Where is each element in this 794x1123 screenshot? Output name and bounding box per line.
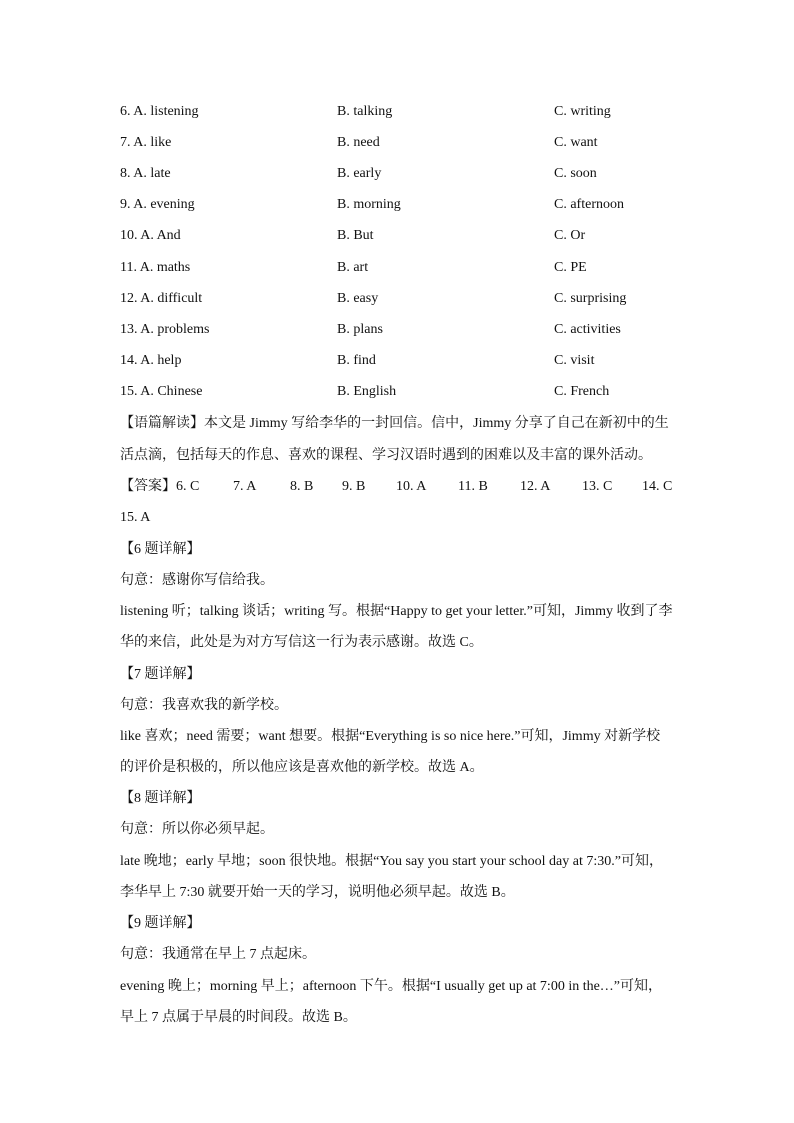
option-b: B. need <box>337 135 380 150</box>
answer-key <box>120 476 680 498</box>
option-c: C. surprising <box>554 291 627 306</box>
answer-item: 14. C <box>642 479 673 494</box>
answer-item: 12. A <box>520 479 551 494</box>
answer-item-last: 15. A <box>120 510 151 525</box>
option-b: B. talking <box>337 104 393 119</box>
option-c: C. PE <box>554 260 587 275</box>
option-row-14 <box>0 351 794 371</box>
option-a: 10. A. And <box>120 228 181 243</box>
option-a: 14. A. help <box>120 353 182 368</box>
detail-line: late 晚地；early 早地；soon 很快地。根据“You say you start your school day at 7:30.”可知， <box>120 854 663 869</box>
detail-heading-6: 【6 题详解】 <box>120 542 201 557</box>
intro-line-1: 【语篇解读】本文是 Jimmy 写给李华的一封回信。信中，Jimmy 分享了自己在新初中的生 <box>120 416 669 431</box>
option-b: B. find <box>337 353 376 368</box>
option-b: B. English <box>337 384 397 399</box>
option-a: 11. A. maths <box>120 260 191 275</box>
option-row-13 <box>0 320 794 340</box>
option-c: C. want <box>554 135 598 150</box>
detail-line: like 喜欢；need 需要；want 想要。根据“Everything is so nice here.”可知，Jimmy 对新学校 <box>120 729 661 744</box>
option-b: B. easy <box>337 291 379 306</box>
answer-item: 7. A <box>233 479 257 494</box>
option-row-15 <box>0 382 794 402</box>
detail-line: 早上 7 点属于早晨的时间段。故选 B。 <box>120 1010 357 1025</box>
answer-item: 8. B <box>290 479 314 494</box>
option-c: C. French <box>554 384 610 399</box>
option-a: 15. A. Chinese <box>120 384 203 399</box>
detail-heading-7: 【7 题详解】 <box>120 667 201 682</box>
option-a: 12. A. difficult <box>120 291 203 306</box>
option-a: 9. A. evening <box>120 197 195 212</box>
detail-line: listening 听；talking 谈话；writing 写。根据“Happy to get your letter.”可知，Jimmy 收到了李 <box>120 604 673 619</box>
answer-label: 【答案】6. C <box>120 479 200 494</box>
option-c: C. afternoon <box>554 197 624 212</box>
detail-heading-9: 【9 题详解】 <box>120 916 201 931</box>
detail-meaning-6: 句意：感谢你写信给我。 <box>120 573 274 588</box>
detail-line: 的评价是积极的，所以他应该是喜欢他的新学校。故选 A。 <box>120 760 484 775</box>
answer-item: 9. B <box>342 479 366 494</box>
option-c: C. Or <box>554 228 586 243</box>
option-row-6 <box>0 102 794 122</box>
option-a: 8. A. late <box>120 166 171 181</box>
detail-line: 李华早上 7:30 就要开始一天的学习，说明他必须早起。故选 B。 <box>120 885 515 900</box>
option-c: C. writing <box>554 104 611 119</box>
option-b: B. plans <box>337 322 383 337</box>
option-a: 13. A. problems <box>120 322 210 337</box>
answer-item: 11. B <box>458 479 488 494</box>
detail-line: 华的来信，此处是为对方写信这一行为表示感谢。故选 C。 <box>120 635 483 650</box>
option-row-11 <box>0 258 794 278</box>
detail-heading-8: 【8 题详解】 <box>120 791 201 806</box>
option-row-9 <box>0 195 794 215</box>
detail-line: evening 晚上；morning 早上；afternoon 下午。根据“I usually get up at 7:00 in the…”可知， <box>120 979 663 994</box>
answer-item: 13. C <box>582 479 613 494</box>
detail-meaning-8: 句意：所以你必须早起。 <box>120 822 274 837</box>
option-c: C. visit <box>554 353 595 368</box>
intro-line-2: 活点滴，包括每天的作息、喜欢的课程、学习汉语时遇到的困难以及丰富的课外活动。 <box>120 448 652 463</box>
option-b: B. morning <box>337 197 401 212</box>
option-b: B. art <box>337 260 369 275</box>
option-b: B. early <box>337 166 382 181</box>
detail-meaning-7: 句意：我喜欢我的新学校。 <box>120 698 288 713</box>
option-b: B. But <box>337 228 374 243</box>
option-row-10 <box>0 226 794 246</box>
option-a: 6. A. listening <box>120 104 199 119</box>
option-c: C. activities <box>554 322 621 337</box>
option-a: 7. A. like <box>120 135 172 150</box>
detail-meaning-9: 句意：我通常在早上 7 点起床。 <box>120 947 316 962</box>
option-row-12 <box>0 289 794 309</box>
answer-item: 10. A <box>396 479 427 494</box>
option-row-7 <box>0 133 794 153</box>
option-c: C. soon <box>554 166 597 181</box>
option-row-8 <box>0 164 794 184</box>
